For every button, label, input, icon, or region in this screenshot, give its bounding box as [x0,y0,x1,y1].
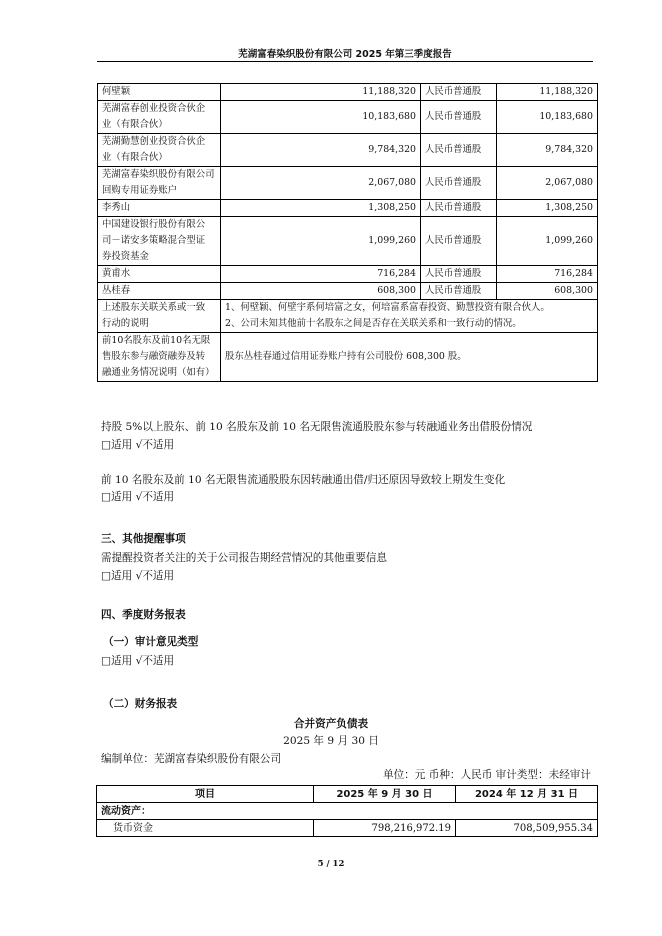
table-row [98,167,598,200]
holder-name-line: 中国建设银行股份有限公 [102,219,206,230]
top-holders-table [97,83,598,382]
paragraph-change: 前 10 名股东及前 10 名无限售流通股股东因转融通出借/归还原因导致较上期发生变化 [101,474,506,486]
margin-label [98,333,221,382]
share-quantity: 716,284 [497,266,598,283]
table-row [97,820,598,837]
share-type: 人民币普通股 [421,217,497,266]
share-quantity: 608,300 [497,283,598,300]
holder-name-line: 回购专用证券账户 [102,185,178,196]
relation-text [221,300,598,333]
holders-table-body [98,84,598,382]
table-row [98,266,598,283]
section-3-check: □适用 √不适用 [101,570,175,582]
section-4-1-title: （一）审计意见类型 [103,636,199,648]
holder-name-line: 芜湖勤慧创业投资合伙企 [102,136,206,147]
share-type: 人民币普通股 [421,167,497,200]
holder-name: 黄甫水 [98,266,221,283]
margin-label-line: 融通业务情况说明（如有） [102,367,215,378]
col-header-item: 项目 [97,786,314,803]
holder-shares: 608,300 [221,283,421,300]
share-type: 人民币普通股 [421,134,497,167]
balance-header-row [97,786,598,803]
relation-text-line: 2、公司未知其他前十名股东之间是否存在关联关系和一致行动的情况。 [225,318,522,329]
share-type: 人民币普通股 [421,101,497,134]
holder-name-line: 券投资基金 [102,251,149,262]
section-row [97,803,598,820]
share-type: 人民币普通股 [421,283,497,300]
share-quantity: 2,067,080 [497,167,598,200]
checkbox-applicable-lending: □适用 √不适用 [101,439,175,451]
margin-label-line: 售股东参与融资融券及转 [102,351,206,362]
holder-name [98,167,221,200]
table-row [98,217,598,266]
share-type: 人民币普通股 [421,266,497,283]
holder-name-line: 业（有限合伙） [102,152,168,163]
col-header-current: 2025 年 9 月 30 日 [314,786,456,803]
section-4-1-check: □适用 √不适用 [101,655,175,667]
table-row [98,101,598,134]
report-header: 芜湖富春染织股份有限公司 2025 年第三季度报告 [238,49,452,60]
margin-row [98,333,598,382]
units-line: 单位：元 币种：人民币 审计类型：未经审计 [382,769,591,781]
section-4-title: 四、季度财务报表 [101,609,186,621]
holder-shares: 1,308,250 [221,200,421,217]
holder-shares: 11,188,320 [221,84,421,101]
holder-shares: 9,784,320 [221,134,421,167]
col-header-prior: 2024 年 12 月 31 日 [456,786,598,803]
current-assets-label: 流动资产： [97,803,598,820]
relation-row [98,300,598,333]
paragraph-lending: 持股 5%以上股东、前 10 名股东及前 10 名无限售流通股股东参与转融通业务出借股份情况 [101,421,533,433]
holder-name-line: 芜湖富春染织股份有限公司 [102,169,215,180]
page-number: 5 / 12 [317,859,345,869]
holder-name [98,134,221,167]
table-row [98,200,598,217]
share-type: 人民币普通股 [421,84,497,101]
section-3-title: 三、其他提醒事项 [101,533,186,545]
holder-shares: 10,183,680 [221,101,421,134]
section-3-text: 需提醒投资者关注的关于公司报告期经营情况的其他重要信息 [101,552,388,564]
share-quantity: 9,784,320 [497,134,598,167]
cash-current: 798,216,972.19 [314,820,456,837]
table-row [98,84,598,101]
balance-sheet-table [96,785,598,837]
checkbox-applicable-change: □适用 √不适用 [101,491,175,503]
holder-name [98,101,221,134]
holder-shares: 716,284 [221,266,421,283]
relation-label-line: 上述股东关联关系或一致 [102,302,206,313]
relation-label [98,300,221,333]
preparer-line: 编制单位：芜湖富春染织股份有限公司 [101,753,282,765]
item-cash: 货币资金 [97,820,314,837]
balance-sheet-title: 合并资产负债表 [293,718,369,730]
table-row [98,283,598,300]
table-row [98,134,598,167]
holder-name-line: 业（有限合伙） [102,119,168,130]
share-quantity: 1,099,260 [497,217,598,266]
holder-name: 何壁颖 [98,84,221,101]
cash-prior: 708,509,955.34 [456,820,598,837]
share-quantity: 11,188,320 [497,84,598,101]
holder-name: 丛桂春 [98,283,221,300]
holder-shares: 1,099,260 [221,217,421,266]
holder-shares: 2,067,080 [221,167,421,200]
holder-name-line: 芜湖富春创业投资合伙企 [102,103,206,114]
margin-text: 股东丛桂春通过信用证券账户持有公司股份 608,300 股。 [221,333,598,382]
section-4-2-title: （二）财务报表 [103,698,178,710]
relation-text-line: 1、何壁颖、何壁宇系何培富之女，何培富系富春投资、勤慧投资有限合伙人。 [225,302,550,313]
relation-label-line: 行动的说明 [102,318,149,329]
holder-name: 李秀山 [98,200,221,217]
holder-name [98,217,221,266]
share-type: 人民币普通股 [421,200,497,217]
share-quantity: 10,183,680 [497,101,598,134]
header-divider [97,61,593,62]
balance-sheet-date: 2025 年 9 月 30 日 [283,735,379,747]
share-quantity: 1,308,250 [497,200,598,217]
margin-label-line: 前10名股东及前10名无限 [102,335,211,346]
holder-name-line: 司－诺安多策略混合型证 [102,235,206,246]
